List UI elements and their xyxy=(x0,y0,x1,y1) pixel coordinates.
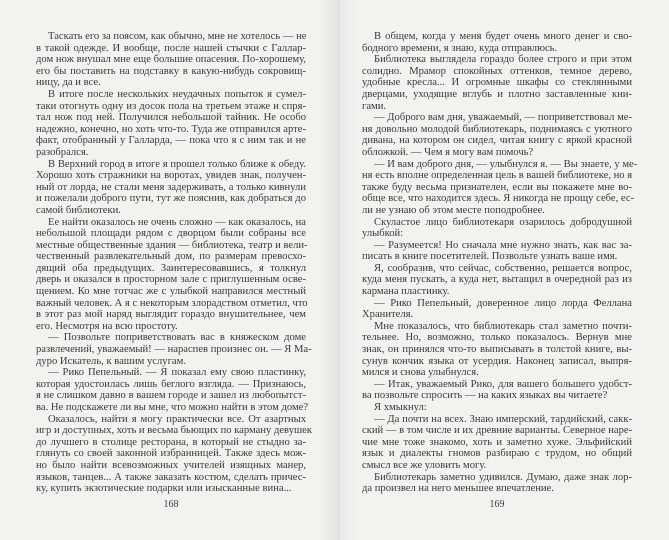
right-page-text xyxy=(362,31,638,495)
text-line: Оказалось, найти я могу практически все. От азартных xyxy=(48,413,306,425)
text-line: Скуластое лицо библиотекаря озарилось добродушной xyxy=(374,216,632,228)
text-line: да произвел на него меньшее впечатление. xyxy=(362,483,554,495)
text-line: дивана, на котором он сидел, читая книгу с яркой красной xyxy=(362,135,632,147)
text-line: ня есть вполне определенная цель в вашей библиотеке, но я xyxy=(362,170,633,182)
text-line: языков, танцев... А также заказать костюм, сделать причес- xyxy=(36,471,306,483)
text-line: — И вам доброго дня, — улыбнулся я. — Вы знаете, у ме- xyxy=(374,158,638,170)
text-line: самой библиотеки. xyxy=(36,204,121,216)
text-line: таки отогнуть одну из досок пола на третьем этаже и спря- xyxy=(36,100,306,112)
text-line: игр и доступных, хоть и весьма бьющих по карману девушек xyxy=(36,425,312,437)
paragraph xyxy=(362,379,632,402)
text-line: факт, отобранный у Галларда, — пока что я с ним так и не xyxy=(36,135,306,147)
text-line: — Рико Пепельный, доверенное лицо лорда Феллана xyxy=(374,297,632,309)
text-line: Библиотекарь заметно удивился. Думаю, даже знак лор- xyxy=(374,471,632,483)
text-line: его. Несмотря на всю простоту. xyxy=(36,320,178,332)
text-line: сунув кончик языка от усердия. Наконец записал, выпря- xyxy=(362,355,632,367)
paragraph xyxy=(362,158,638,217)
paragraph xyxy=(362,321,632,379)
paragraph xyxy=(362,402,632,414)
text-line: — Доброго вам дня, уважаемый, — поприветствовал ме- xyxy=(374,112,632,124)
text-line: гами. xyxy=(362,100,387,112)
paragraph xyxy=(36,413,312,495)
text-line: дящий оба предыдущих. Заинтересовавшись, я толкнул xyxy=(36,262,306,274)
text-line: кармана пластинку. xyxy=(362,286,450,298)
text-line: небольшой площади рядом с дворцом были собраны все xyxy=(36,228,306,240)
text-line: мился и снова улыбнулся. xyxy=(362,367,479,379)
paragraph xyxy=(362,31,632,54)
text-line: бодного времени, я знаю, куда отправлюсь. xyxy=(362,42,558,54)
text-line: — Итак, уважаемый Рико, для вашего большего удобст- xyxy=(374,378,632,390)
text-line: — Позвольте поприветствовать вас в княжеском доме xyxy=(48,332,306,344)
text-line: тал нож под ней. Получился небольшой тайник. Не особо xyxy=(36,112,306,124)
paragraph xyxy=(362,298,632,321)
right-page-number: 169 xyxy=(489,499,505,510)
text-line: куда меня пускать, а куда нет, вытащил в очередной раз из xyxy=(362,274,632,286)
text-line: дуро Искатель, к вашим услугам. xyxy=(36,355,186,367)
text-line: но было найти всевозможных учителей изящных манер, xyxy=(36,459,306,471)
text-line: обще все, что находится здесь. Я никогда не прощу себе, ес- xyxy=(362,193,635,205)
text-line: В общем, когда у меня будет очень много денег и сво- xyxy=(374,31,632,42)
text-line: дом нож внушал мне еще большие опасения. По-хорошему, xyxy=(36,54,306,66)
text-line: смысл все же уловить могу. xyxy=(362,459,487,471)
paragraph xyxy=(362,472,632,495)
text-line: и пожелали доброго пути, тут же пояснив, как добраться до xyxy=(36,193,306,205)
text-line: тельнее. Но, возможно, только показалось. Вернув мне xyxy=(362,332,632,344)
paragraph xyxy=(362,112,632,158)
text-line: Мне показалось, что библиотекарь стал заметно почти- xyxy=(374,320,632,332)
text-line: солидно. Мрамор спокойных оттенков, темное дерево, xyxy=(362,65,632,77)
left-page-number: 168 xyxy=(163,499,179,510)
book-gutter-shadow xyxy=(318,0,358,540)
paragraph xyxy=(36,332,312,367)
text-line: надежно, конечно, но хоть что-то. Туда же отправился арте- xyxy=(36,123,306,135)
paragraph xyxy=(36,217,306,333)
text-line: улыбкой: xyxy=(362,228,404,240)
left-page-text xyxy=(36,31,312,495)
text-line: Хорошо хоть стражники на воротах, увидев знак, получен- xyxy=(36,170,306,182)
paragraph xyxy=(36,367,309,413)
paragraph xyxy=(36,89,306,159)
text-line: глянуть со своей законной избранницей. Также здесь мож- xyxy=(36,448,306,460)
text-line: Я, сообразив, что сейчас, собственно, решается вопрос, xyxy=(374,262,632,274)
text-line: я не слишком давно в вашем городе и зашел из любопытст- xyxy=(36,390,306,402)
paragraph xyxy=(362,263,632,298)
text-line: В итоге после нескольких неудачных попыток я сумел- xyxy=(48,88,306,100)
text-line: язык и диалекты гномов разбираю с трудом, но общий xyxy=(362,448,632,460)
text-line: знак, он принялся что-то выписывать в толстой книге, вы- xyxy=(362,344,632,356)
text-line: до лучшего в столице ресторана, в который не стыдно за- xyxy=(36,436,306,448)
text-line: — Разумеется! Но сначала мне нужно знать, как вас за- xyxy=(374,239,632,251)
paragraph xyxy=(362,414,632,472)
text-line: писать в книге посетителей. Позвольте узнать ваше имя. xyxy=(362,251,618,263)
text-line: ный от лорда, не стали меня задерживать, а только кивнули xyxy=(36,181,306,193)
paragraph xyxy=(36,31,306,89)
text-line: ку, купить экзотические подарки или изысканные вина... xyxy=(36,483,292,495)
text-line: его бы поставить на подставку в какую-нибудь сокровищ- xyxy=(36,65,306,77)
paragraph xyxy=(36,159,306,217)
paragraph xyxy=(362,54,632,112)
text-line: местные общественные здания — библиотека, театр и вели- xyxy=(36,239,308,251)
text-line: ницу, да и все. xyxy=(36,77,101,89)
text-line: Я хмыкнул: xyxy=(374,402,427,413)
text-line: дверцами, уходящие вглубь и плотно заставленные кни- xyxy=(362,88,632,100)
text-line: В Верхний город в итоге я прошел только ближе к обеду. xyxy=(48,158,306,170)
text-line: ва позвольте спросить — на каких языках вы читаете? xyxy=(362,390,608,402)
text-line: Библиотека выглядела гораздо более строго и при этом xyxy=(374,54,632,66)
text-line: удобные кресла... И огромные шкафы со стеклянными xyxy=(362,77,632,89)
text-line: развлечений, уважаемый! — нараспев произнес он. — Я Ма- xyxy=(36,344,312,356)
text-line: — Рико Пепельный. — Я показал ему свою пластинку, xyxy=(48,367,306,379)
paragraph xyxy=(362,217,632,240)
text-line: обложкой. — Чем я могу вам помочь? xyxy=(362,146,534,158)
text-line: также буду весьма признателен, если вы покажете мне во- xyxy=(362,181,632,193)
text-line: ский — в том числе и их древние варианты. Северное наре- xyxy=(362,425,633,437)
text-line: щением. Ко мне тотчас же с улыбкой направился местный xyxy=(36,286,306,298)
text-line: в этот раз мой наряд выглядит гораздо внушительнее, чем xyxy=(36,309,306,321)
text-line: ва. Не подскажете ли вы мне, что можно найти в этом доме? xyxy=(36,402,309,413)
text-line: важный человек. А я с некоторым злорадством отметил, что xyxy=(36,297,308,309)
text-line: чественный развлекательный дом, по размерам превосхо- xyxy=(36,251,306,263)
text-line: которая удостоилась лишь беглого взгляда. — Признаюсь, xyxy=(36,378,306,390)
text-line: Хранителя. xyxy=(362,309,414,321)
text-line: в такой одежде. И вообще, после нашей стычки с Галлар- xyxy=(36,42,306,54)
paragraph xyxy=(362,240,632,263)
text-line: Таскать его за поясом, как обычно, мне не хотелось — не xyxy=(48,31,307,42)
text-line: разобрался. xyxy=(36,146,89,158)
text-line: дверь и оказался в просторном зале с приглушенным осве- xyxy=(36,274,306,286)
text-line: — Да почти на всех. Знаю имперский, тардийский, сакк- xyxy=(374,413,632,425)
text-line: ня довольно молодой библиотекарь, поднимаясь с уютного xyxy=(362,123,632,135)
text-line: чие мне тоже знакомо, хоть и заметно хуже. Эльфийский xyxy=(362,436,632,448)
text-line: ли не узнаю об этом месте поподробнее. xyxy=(362,204,545,216)
text-line: Ее найти оказалось не очень сложно — как оказалось, на xyxy=(48,216,306,228)
